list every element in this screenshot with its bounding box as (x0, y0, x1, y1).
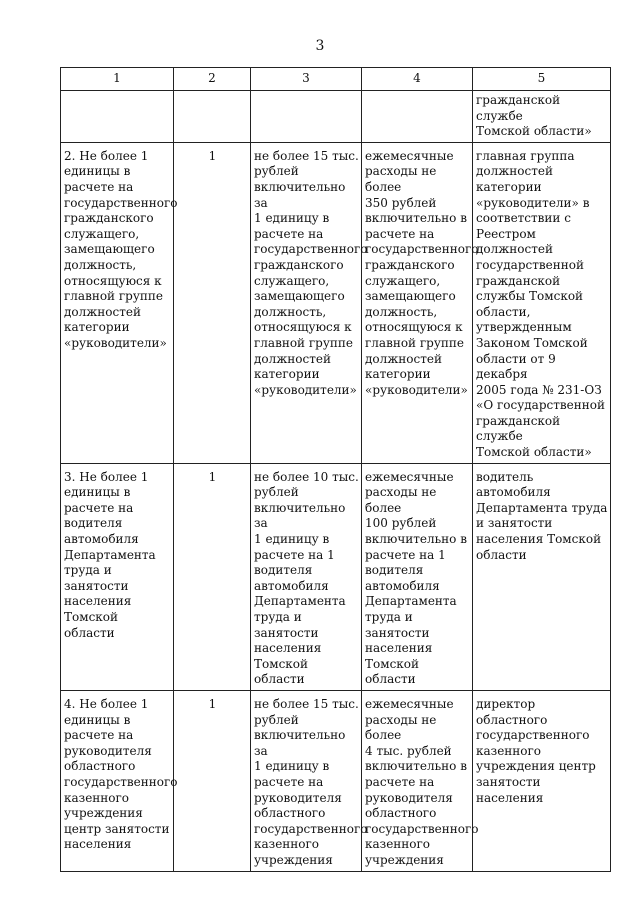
table-cell (251, 91, 362, 143)
column-header-2: 2 (174, 68, 251, 91)
table-cell-category: главная группа должностей категории «руководители» в соответствии с Реестром должностей государственной гражданской службы Томской области, утвержденным Законом Томской области от 9 декабря 2005 года № 231-ОЗ «О государственной гражданской службе Томской области» (473, 142, 611, 463)
column-header-4: 4 (362, 68, 473, 91)
table-cell-price: не более 15 тыс. рублей включительно за 1 единицу в расчете на руководителя областного государственного казенного учреждения (251, 690, 362, 871)
table-cell-quantity: 1 (174, 463, 251, 690)
table-row-item-4 (61, 690, 611, 871)
table-cell-category: директор областного государственного казенного учреждения центр занятости населения (473, 690, 611, 871)
table-cell-monthly-costs: ежемесячные расходы не более 4 тыс. рублей включительно в расчете на руководителя областного государственного казенного учреждения (362, 690, 473, 871)
table-cell-monthly-costs: ежемесячные расходы не более 350 рублей включительно в расчете на государственного гражданского служащего, замещающего должность, относящуюся к главной группе должностей категории «руководители» (362, 142, 473, 463)
table-cell-price: не более 10 тыс. рублей включительно за 1 единицу в расчете на 1 водителя автомобиля Департамента труда и занятости населения Томской области (251, 463, 362, 690)
table-cell-description: 2. Не более 1 единицы в расчете на государственного гражданского служащего, замещающего должность, относящуюся к главной группе должностей категории «руководители» (61, 142, 174, 463)
table-cell-price: не более 15 тыс. рублей включительно за 1 единицу в расчете на государственного гражданского служащего, замещающего должность, относящуюся к главной группе должностей категории «руководители» (251, 142, 362, 463)
table-cell: гражданской службе Томской области» (473, 91, 611, 143)
table-cell-description: 4. Не более 1 единицы в расчете на руководителя областного государственного казенного учреждения центр занятости населения (61, 690, 174, 871)
table-cell (61, 91, 174, 143)
table-header-row (61, 68, 611, 91)
column-header-5: 5 (473, 68, 611, 91)
norms-table (60, 67, 611, 872)
table-cell-description: 3. Не более 1 единицы в расчете на водителя автомобиля Департамента труда и занятости населения Томской области (61, 463, 174, 690)
table-cell-category: водитель автомобиля Департамента труда и занятости населения Томской области (473, 463, 611, 690)
table-cell (174, 91, 251, 143)
table-cell (362, 91, 473, 143)
table-row-continuation (61, 91, 611, 143)
table-cell-monthly-costs: ежемесячные расходы не более 100 рублей включительно в расчете на 1 водителя автомобиля Департамента труда и занятости населения Томской области (362, 463, 473, 690)
page-number: 3 (315, 38, 325, 54)
table-cell-quantity: 1 (174, 142, 251, 463)
table-row-item-2 (61, 142, 611, 463)
table-row-item-3 (61, 463, 611, 690)
column-header-3: 3 (251, 68, 362, 91)
table-cell-quantity: 1 (174, 690, 251, 871)
column-header-1: 1 (61, 68, 174, 91)
